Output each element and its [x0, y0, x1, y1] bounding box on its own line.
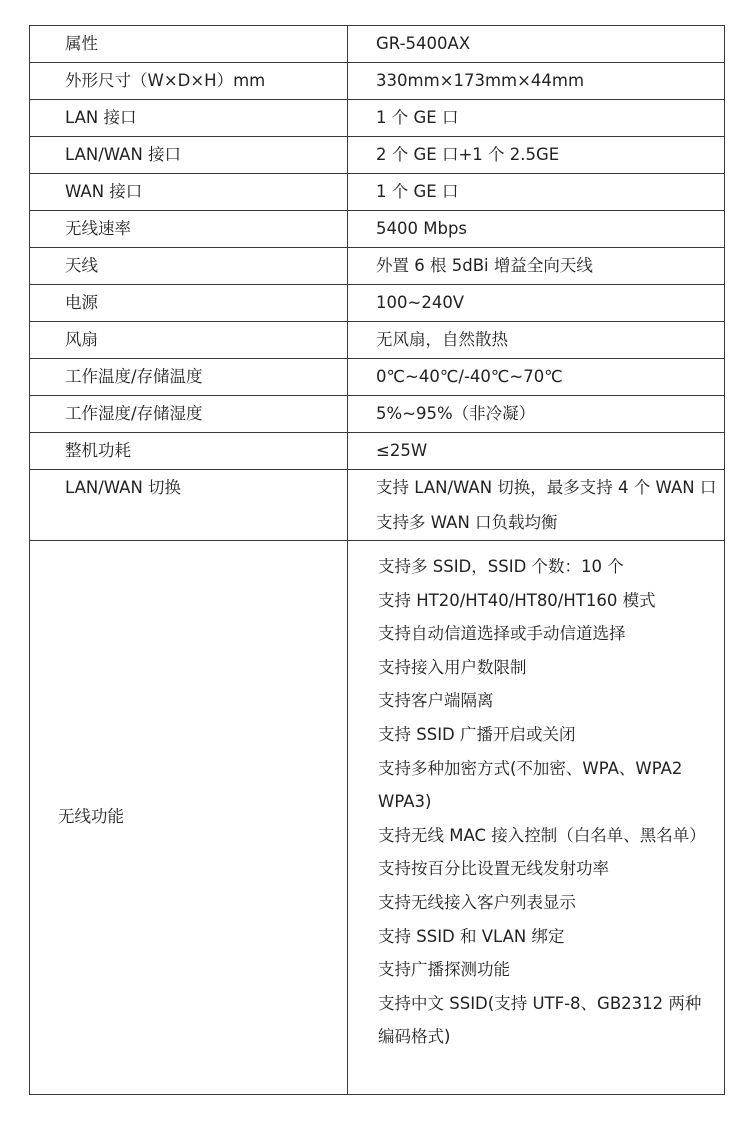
spec-label: 整机功耗 [30, 433, 348, 470]
spec-row-lan-port [30, 100, 725, 137]
spec-label: LAN/WAN 切换 [30, 470, 348, 541]
spec-value-line: 支持多 WAN 口负载均衡 [376, 513, 558, 532]
spec-value-list [348, 470, 725, 541]
spec-value: ≤25W [348, 433, 725, 470]
spec-label: 天线 [30, 248, 348, 285]
spec-value: 2 个 GE 口+1 个 2.5GE [348, 137, 725, 174]
spec-value: 100~240V [348, 285, 725, 322]
spec-row-dimensions [30, 63, 725, 100]
spec-row-attribute [30, 26, 725, 63]
spec-value-line: 支持 LAN/WAN 切换，最多支持 4 个 WAN 口 [376, 478, 717, 497]
feature-line: 编码格式) [378, 1027, 451, 1047]
spec-row-humidity [30, 396, 725, 433]
spec-row-fan [30, 322, 725, 359]
spec-row-power [30, 285, 725, 322]
spec-value: 外置 6 根 5dBi 增益全向天线 [348, 248, 725, 285]
feature-line: 支持接入用户数限制 [378, 657, 527, 677]
feature-line: 支持客户端隔离 [378, 691, 494, 711]
spec-label: LAN/WAN 接口 [30, 137, 348, 174]
spec-row-lan-wan-port [30, 137, 725, 174]
spec-label: 外形尺寸（W×D×H）mm [30, 63, 348, 100]
spec-row-temperature [30, 359, 725, 396]
spec-row-wan-port [30, 174, 725, 211]
feature-line: 支持无线接入客户列表显示 [378, 892, 576, 912]
spec-value: 5%~95%（非冷凝） [348, 396, 725, 433]
feature-line: 支持 HT20/HT40/HT80/HT160 模式 [378, 590, 656, 610]
spec-value: 330mm×173mm×44mm [348, 63, 725, 100]
spec-row-wireless-rate [30, 211, 725, 248]
spec-row-lan-wan-switch [30, 470, 725, 541]
feature-line: 支持多种加密方式(不加密、WPA、WPA2 [378, 758, 683, 778]
spec-row-antenna [30, 248, 725, 285]
feature-line: 支持 SSID 广播开启或关闭 [378, 724, 576, 744]
spec-label: 无线速率 [30, 211, 348, 248]
spec-label: WAN 接口 [30, 174, 348, 211]
feature-line: WPA3) [378, 792, 432, 812]
feature-line: 支持自动信道选择或手动信道选择 [378, 624, 626, 644]
feature-line: 支持按百分比设置无线发射功率 [378, 859, 609, 879]
spec-label: 工作湿度/存储湿度 [30, 396, 348, 433]
spec-value: 5400 Mbps [348, 211, 725, 248]
feature-line: 支持多 SSID，SSID 个数：10 个 [378, 557, 624, 576]
feature-line: 支持 SSID 和 VLAN 绑定 [378, 926, 565, 946]
spec-value: GR-5400AX [348, 26, 725, 63]
feature-line: 支持中文 SSID(支持 UTF-8、GB2312 两种 [378, 993, 702, 1013]
spec-value: 无风扇，自然散热 [348, 322, 725, 359]
spec-label: LAN 接口 [30, 100, 348, 137]
spec-value: 1 个 GE 口 [348, 100, 725, 137]
spec-table [29, 25, 725, 1095]
feature-line: 支持广播探测功能 [378, 960, 510, 980]
spec-row-wireless-features [30, 541, 725, 1095]
spec-label: 无线功能 [30, 541, 348, 1095]
spec-label: 电源 [30, 285, 348, 322]
spec-value-list [348, 541, 725, 1095]
spec-label: 属性 [30, 26, 348, 63]
feature-line: 支持无线 MAC 接入控制（白名单、黑名单） [378, 825, 706, 845]
spec-label: 工作温度/存储温度 [30, 359, 348, 396]
spec-row-power-consumption [30, 433, 725, 470]
spec-value: 0℃~40℃/-40℃~70℃ [348, 359, 725, 396]
spec-value: 1 个 GE 口 [348, 174, 725, 211]
spec-label: 风扇 [30, 322, 348, 359]
